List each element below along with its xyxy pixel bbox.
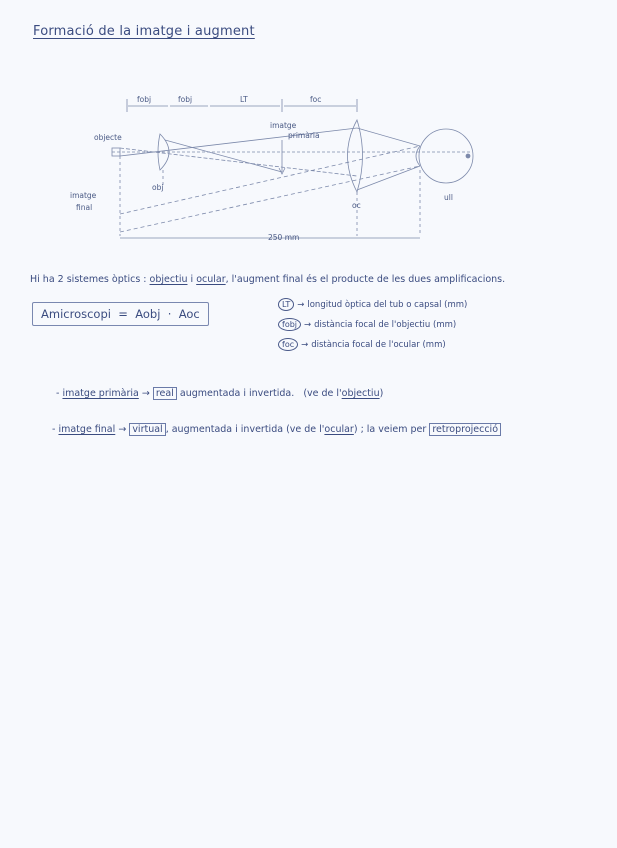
arrow-icon: → xyxy=(141,388,150,399)
legend-text: distància focal de l'ocular (mm) xyxy=(311,339,446,350)
ocular-lens xyxy=(348,120,363,192)
legend-item-fobj xyxy=(278,318,456,331)
intro-text-a: Hi ha 2 sistemes òptics : xyxy=(30,274,147,285)
point-final-image xyxy=(52,424,501,435)
point2-ocular: ocular xyxy=(324,424,354,435)
point-primary-image xyxy=(56,388,383,399)
point1-paren-open: (ve de l' xyxy=(303,388,342,399)
intro-i: i xyxy=(190,274,194,285)
label-fobj-2: fobj xyxy=(178,95,193,104)
formula-eq: = xyxy=(118,307,128,321)
intro-ocular: ocular xyxy=(196,274,226,285)
formula-aoc: Aoc xyxy=(178,307,200,321)
microscope-diagram xyxy=(0,0,617,260)
formula-lhs: Amicroscopi xyxy=(41,307,111,321)
point1-rest: augmentada i invertida. xyxy=(179,388,295,399)
label-oc: oc xyxy=(352,201,361,210)
label-obj: obj xyxy=(152,183,164,192)
label-ull: ull xyxy=(444,193,453,202)
box-real: real xyxy=(153,387,177,400)
legend-symbol: fobj xyxy=(278,318,301,331)
label-imatge-final-2: final xyxy=(76,203,93,212)
box-virtual: virtual xyxy=(129,423,165,436)
arrow-icon: → xyxy=(304,319,312,330)
label-imatge-primaria-2: primària xyxy=(288,131,320,140)
arrow-icon: → xyxy=(297,299,305,310)
legend-item-lt xyxy=(278,298,467,311)
label-fobj-1: fobj xyxy=(137,95,152,104)
legend-symbol: LT xyxy=(278,298,294,311)
intro-text-b: , l'augment final és el producte de les dues amplificacions. xyxy=(225,274,506,285)
eye xyxy=(419,129,473,183)
intro-objectiu: objectiu xyxy=(149,274,188,285)
legend-symbol: foc xyxy=(278,338,298,351)
point2-rest: , augmentada i invertida (ve de l' xyxy=(165,424,325,435)
point1-objectiu: objectiu xyxy=(341,388,380,399)
legend-text: longitud òptica del tub o capsal (mm) xyxy=(307,299,468,310)
term-imatge-final: imatge final xyxy=(58,424,116,435)
arrow-icon: → xyxy=(118,424,127,435)
box-retroprojeccio: retroprojecció xyxy=(429,423,501,436)
label-imatge-primaria-1: imatge xyxy=(270,121,297,130)
legend-item-foc xyxy=(278,338,446,351)
bullet-dash: - xyxy=(56,388,60,399)
legend-text: distància focal de l'objectiu (mm) xyxy=(314,319,457,330)
label-objecte: objecte xyxy=(94,133,122,142)
label-250mm: 250 mm xyxy=(268,233,300,242)
magnification-formula xyxy=(32,302,209,326)
label-imatge-final-1: imatge xyxy=(70,191,97,200)
page-title: Formació de la imatge i augment xyxy=(33,24,255,39)
intro-sentence xyxy=(30,274,505,285)
bullet-dash: - xyxy=(52,424,56,435)
label-foc: foc xyxy=(310,95,322,104)
term-imatge-primaria: imatge primària xyxy=(62,388,139,399)
arrow-icon: → xyxy=(301,339,309,350)
formula-aobj: Aobj xyxy=(135,307,161,321)
point2-rest2: ) ; la veiem per xyxy=(353,424,427,435)
point1-paren-close: ) xyxy=(379,388,384,399)
formula-dot: · xyxy=(167,307,172,321)
label-lt: LT xyxy=(240,95,248,104)
